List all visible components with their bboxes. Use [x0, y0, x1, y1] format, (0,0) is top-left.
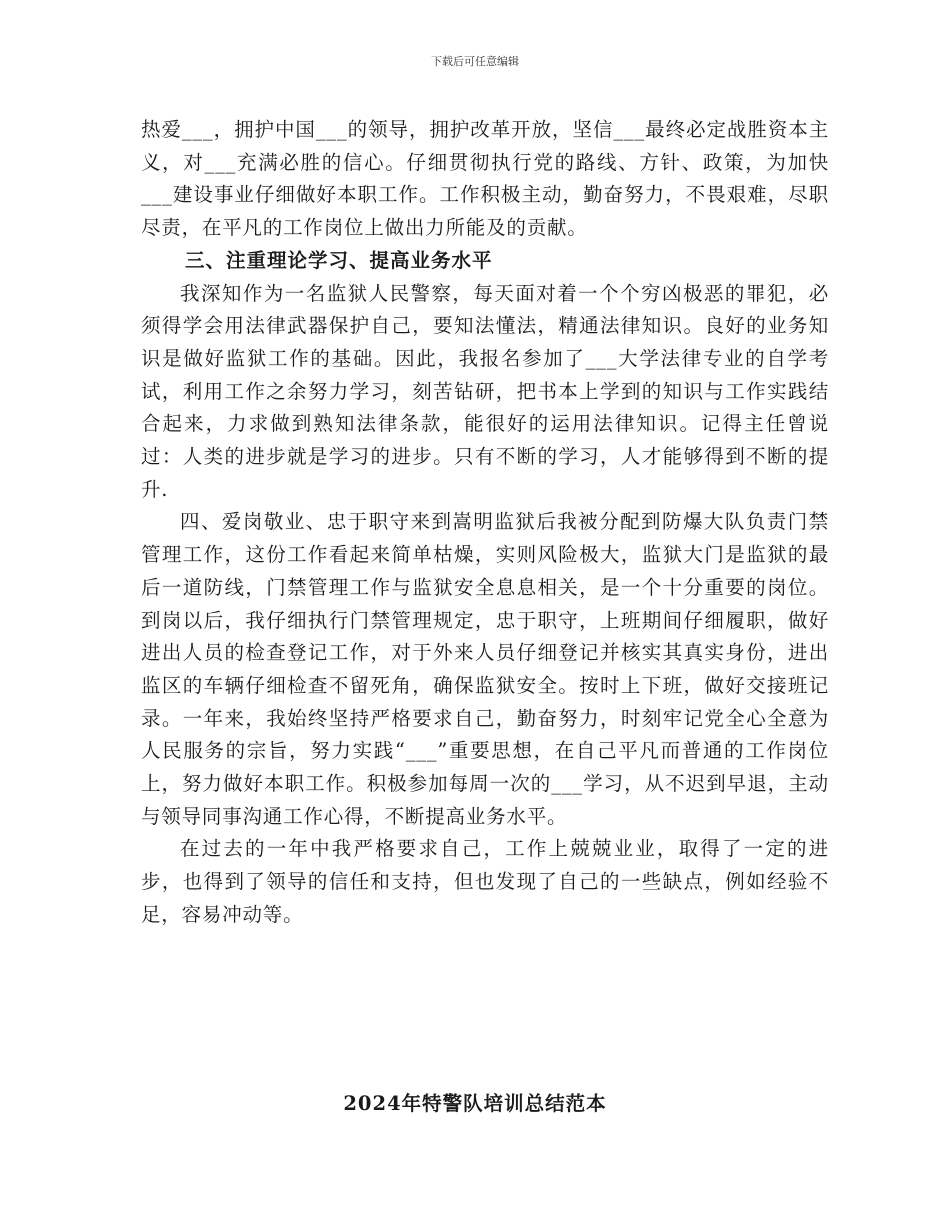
- paragraph-2: 我深知作为一名监狱人民警察，每天面对着一个个穷凶极恶的罪犯，必须得学会用法律武器保护自己，要知法懂法，精通法律知识。良好的业务知识是做好监狱工作的基础。因此，我报名参加了___大学法律专业的自学考试，利用工作之余努力学习，刻苦钻研，把书本上学到的知识与工作实践结合起来，力求做到熟知法律条款，能很好的运用法律知识。记得主任曾说过：人类的进步就是学习的进步。只有不断的学习，人才能够得到不断的提升.: [141, 281, 829, 501]
- document-body: [141, 114, 829, 932]
- paragraph-1: 热爱___，拥护中国___的领导，拥护改革开放，坚信___最终必定战胜资本主义，对___充满必胜的信心。仔细贯彻执行党的路线、方针、政策，为加快___建设事业仔细做好本职工作。工作积极主动，勤奋努力，不畏艰难，尽职尽责，在平凡的工作岗位上做出力所能及的贡献。: [141, 118, 829, 240]
- section-heading-3: 三、注重理论学习、提高业务水平: [185, 248, 493, 272]
- paragraph-4: 在过去的一年中我严格要求自己，工作上兢兢业业，取得了一定的进步，也得到了领导的信任和支持，但也发现了自己的一些缺点，例如经验不足，容易冲动等。: [141, 837, 829, 926]
- page-header-note: 下载后可任意编辑: [431, 55, 519, 68]
- paragraph-3: 四、爱岗敬业、忠于职守来到嵩明监狱后我被分配到防爆大队负责门禁管理工作，这份工作看起来简单枯燥，实则风险极大，监狱大门是监狱的最后一道防线，门禁管理工作与监狱安全息息相关，是一个十分重要的岗位。到岗以后，我仔细执行门禁管理规定，忠于职守，上班期间仔细履职，做好进出人员的检查登记工作，对于外来人员仔细登记并核实其真实身份，进出监区的车辆仔细检查不留死角，确保监狱安全。按时上下班，做好交接班记录。一年来，我始终坚持严格要求自己，勤奋努力，时刻牢记党全心全意为人民服务的宗旨，努力实践“___”重要思想，在自己平凡而普通的工作岗位上，努力做好本职工作。积极参加每周一次的___学习，从不迟到早退，主动与领导同事沟通工作心得，不断提高业务水平。: [141, 510, 829, 828]
- document-title: 2024年特警队培训总结范本: [343, 1092, 607, 1115]
